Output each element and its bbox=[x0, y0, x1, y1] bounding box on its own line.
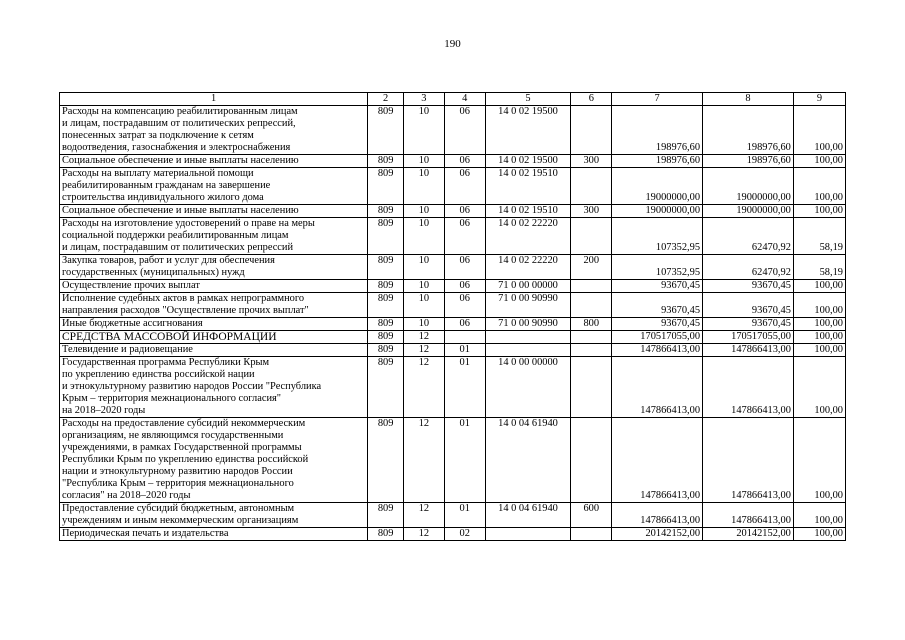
row-value-cell: 107352,95 bbox=[612, 218, 703, 255]
row-value-cell bbox=[444, 331, 485, 344]
row-name-cell: Государственная программа Республики Крым по укреплению единства российской нации и этнокультурному развитию народов России "Республика Крым – территория межнационального согласия" на 2018–2020 годы bbox=[60, 357, 368, 418]
row-value-cell: 100,00 bbox=[793, 528, 845, 541]
budget-table bbox=[59, 92, 846, 541]
row-value-cell: 809 bbox=[368, 293, 404, 318]
row-value-cell: 19000000,00 bbox=[612, 168, 703, 205]
col-header: 6 bbox=[571, 93, 612, 106]
row-value-cell: 600 bbox=[571, 503, 612, 528]
row-value-cell bbox=[571, 331, 612, 344]
row-value-cell: 147866413,00 bbox=[612, 344, 703, 357]
row-name-cell: Расходы на предоставление субсидий некоммерческим организациям, не являющимся государственными учреждениями, в рамках Государственной программы Республики Крым по укреплению единства российской нации и этнокультурному развитию народов России "Республика Крым – территория межнационального согласия" на 2018–2020 годы bbox=[60, 418, 368, 503]
table-row bbox=[60, 503, 846, 528]
row-value-cell: 809 bbox=[368, 503, 404, 528]
row-name-cell: Предоставление субсидий бюджетным, автономным учреждениям и иным некоммерческим организациям bbox=[60, 503, 368, 528]
col-header: 1 bbox=[60, 93, 368, 106]
row-value-cell: 12 bbox=[403, 344, 444, 357]
row-value-cell: 809 bbox=[368, 418, 404, 503]
row-value-cell bbox=[571, 528, 612, 541]
row-name-cell: Осуществление прочих выплат bbox=[60, 280, 368, 293]
table-row bbox=[60, 255, 846, 280]
row-value-cell: 809 bbox=[368, 344, 404, 357]
row-value-cell bbox=[571, 418, 612, 503]
row-value-cell: 809 bbox=[368, 106, 404, 155]
row-value-cell: 100,00 bbox=[793, 106, 845, 155]
row-value-cell: 809 bbox=[368, 205, 404, 218]
table-row bbox=[60, 318, 846, 331]
row-value-cell: 147866413,00 bbox=[703, 418, 794, 503]
header-row bbox=[60, 93, 846, 106]
row-name-cell: Социальное обеспечение и иные выплаты населению bbox=[60, 155, 368, 168]
row-value-cell: 19000000,00 bbox=[612, 205, 703, 218]
row-value-cell: 06 bbox=[444, 293, 485, 318]
col-header: 5 bbox=[485, 93, 571, 106]
row-value-cell: 100,00 bbox=[793, 503, 845, 528]
page-number: 190 bbox=[444, 38, 461, 50]
row-value-cell: 147866413,00 bbox=[703, 503, 794, 528]
row-value-cell: 100,00 bbox=[793, 155, 845, 168]
row-name-cell: Телевидение и радиовещание bbox=[60, 344, 368, 357]
row-value-cell: 10 bbox=[403, 168, 444, 205]
row-value-cell: 14 0 02 22220 bbox=[485, 218, 571, 255]
row-value-cell: 10 bbox=[403, 318, 444, 331]
table-row bbox=[60, 528, 846, 541]
row-value-cell: 01 bbox=[444, 418, 485, 503]
row-value-cell: 20142152,00 bbox=[612, 528, 703, 541]
table-row bbox=[60, 168, 846, 205]
row-value-cell: 19000000,00 bbox=[703, 168, 794, 205]
row-value-cell: 170517055,00 bbox=[612, 331, 703, 344]
table-row bbox=[60, 418, 846, 503]
row-value-cell bbox=[485, 528, 571, 541]
row-value-cell: 809 bbox=[368, 318, 404, 331]
row-value-cell: 01 bbox=[444, 357, 485, 418]
row-value-cell: 71 0 00 90990 bbox=[485, 293, 571, 318]
row-value-cell bbox=[571, 168, 612, 205]
row-name-cell: Расходы на выплату материальной помощи реабилитированным гражданам на завершение строительства индивидуального жилого дома bbox=[60, 168, 368, 205]
row-value-cell: 14 0 02 19510 bbox=[485, 205, 571, 218]
row-value-cell: 100,00 bbox=[793, 357, 845, 418]
table-row bbox=[60, 357, 846, 418]
table-row bbox=[60, 280, 846, 293]
row-value-cell: 02 bbox=[444, 528, 485, 541]
row-value-cell: 100,00 bbox=[793, 280, 845, 293]
table-row bbox=[60, 106, 846, 155]
row-value-cell: 93670,45 bbox=[703, 318, 794, 331]
row-value-cell: 198976,60 bbox=[612, 155, 703, 168]
row-value-cell: 809 bbox=[368, 255, 404, 280]
row-value-cell: 800 bbox=[571, 318, 612, 331]
row-value-cell: 10 bbox=[403, 155, 444, 168]
row-value-cell: 10 bbox=[403, 280, 444, 293]
row-value-cell: 100,00 bbox=[793, 418, 845, 503]
row-value-cell bbox=[571, 357, 612, 418]
row-value-cell bbox=[571, 106, 612, 155]
row-value-cell: 170517055,00 bbox=[703, 331, 794, 344]
row-value-cell: 93670,45 bbox=[612, 280, 703, 293]
row-value-cell: 147866413,00 bbox=[612, 418, 703, 503]
row-value-cell: 93670,45 bbox=[703, 280, 794, 293]
row-value-cell: 100,00 bbox=[793, 168, 845, 205]
row-value-cell bbox=[571, 280, 612, 293]
row-value-cell: 06 bbox=[444, 168, 485, 205]
row-value-cell: 12 bbox=[403, 331, 444, 344]
row-value-cell: 100,00 bbox=[793, 205, 845, 218]
row-value-cell: 71 0 00 90990 bbox=[485, 318, 571, 331]
row-name-cell: Расходы на изготовление удостоверений о праве на меры социальной поддержки реабилитированным лицам и лицам, пострадавшим от политических репрессий bbox=[60, 218, 368, 255]
row-value-cell: 147866413,00 bbox=[612, 503, 703, 528]
row-value-cell: 06 bbox=[444, 318, 485, 331]
row-value-cell: 14 0 02 22220 bbox=[485, 255, 571, 280]
row-value-cell: 198976,60 bbox=[703, 106, 794, 155]
row-value-cell bbox=[571, 344, 612, 357]
col-header: 4 bbox=[444, 93, 485, 106]
row-value-cell: 10 bbox=[403, 255, 444, 280]
row-value-cell: 12 bbox=[403, 418, 444, 503]
row-value-cell: 147866413,00 bbox=[703, 357, 794, 418]
row-value-cell: 01 bbox=[444, 344, 485, 357]
row-value-cell: 06 bbox=[444, 280, 485, 293]
table-row bbox=[60, 293, 846, 318]
row-value-cell: 10 bbox=[403, 205, 444, 218]
row-value-cell: 809 bbox=[368, 155, 404, 168]
row-name-cell: Периодическая печать и издательства bbox=[60, 528, 368, 541]
row-value-cell: 809 bbox=[368, 331, 404, 344]
row-value-cell: 20142152,00 bbox=[703, 528, 794, 541]
row-value-cell: 809 bbox=[368, 357, 404, 418]
row-value-cell: 12 bbox=[403, 503, 444, 528]
row-value-cell: 300 bbox=[571, 155, 612, 168]
row-value-cell: 100,00 bbox=[793, 344, 845, 357]
row-value-cell: 06 bbox=[444, 106, 485, 155]
row-value-cell: 06 bbox=[444, 155, 485, 168]
row-name-cell: Иные бюджетные ассигнования bbox=[60, 318, 368, 331]
row-value-cell: 93670,45 bbox=[612, 293, 703, 318]
row-value-cell: 58,19 bbox=[793, 255, 845, 280]
row-value-cell: 06 bbox=[444, 218, 485, 255]
row-value-cell: 14 0 02 19510 bbox=[485, 168, 571, 205]
row-value-cell: 200 bbox=[571, 255, 612, 280]
row-name-cell: Исполнение судебных актов в рамках непрограммного направления расходов "Осуществление прочих выплат" bbox=[60, 293, 368, 318]
row-value-cell: 10 bbox=[403, 218, 444, 255]
row-value-cell: 14 0 02 19500 bbox=[485, 106, 571, 155]
row-value-cell: 93670,45 bbox=[612, 318, 703, 331]
row-value-cell: 14 0 02 19500 bbox=[485, 155, 571, 168]
table-row bbox=[60, 331, 846, 344]
row-name-cell: Социальное обеспечение и иные выплаты населению bbox=[60, 205, 368, 218]
row-value-cell: 198976,60 bbox=[612, 106, 703, 155]
row-value-cell: 198976,60 bbox=[703, 155, 794, 168]
row-value-cell: 100,00 bbox=[793, 318, 845, 331]
col-header: 3 bbox=[403, 93, 444, 106]
row-value-cell bbox=[571, 218, 612, 255]
table-row bbox=[60, 155, 846, 168]
row-value-cell: 300 bbox=[571, 205, 612, 218]
row-value-cell: 107352,95 bbox=[612, 255, 703, 280]
row-value-cell bbox=[485, 331, 571, 344]
row-value-cell: 71 0 00 00000 bbox=[485, 280, 571, 293]
row-value-cell: 147866413,00 bbox=[612, 357, 703, 418]
row-name-cell: Закупка товаров, работ и услуг для обеспечения государственных (муниципальных) нужд bbox=[60, 255, 368, 280]
row-value-cell: 809 bbox=[368, 528, 404, 541]
row-value-cell: 10 bbox=[403, 106, 444, 155]
row-value-cell: 10 bbox=[403, 293, 444, 318]
row-value-cell: 14 0 04 61940 bbox=[485, 418, 571, 503]
row-value-cell: 14 0 00 00000 bbox=[485, 357, 571, 418]
row-value-cell: 06 bbox=[444, 255, 485, 280]
row-value-cell bbox=[571, 293, 612, 318]
row-value-cell: 12 bbox=[403, 357, 444, 418]
row-value-cell: 62470,92 bbox=[703, 218, 794, 255]
table-row bbox=[60, 205, 846, 218]
row-value-cell: 19000000,00 bbox=[703, 205, 794, 218]
col-header: 9 bbox=[793, 93, 845, 106]
row-value-cell bbox=[485, 344, 571, 357]
row-value-cell: 06 bbox=[444, 205, 485, 218]
table-row bbox=[60, 344, 846, 357]
row-value-cell: 01 bbox=[444, 503, 485, 528]
row-value-cell: 14 0 04 61940 bbox=[485, 503, 571, 528]
col-header: 8 bbox=[703, 93, 794, 106]
row-value-cell: 62470,92 bbox=[703, 255, 794, 280]
row-value-cell: 809 bbox=[368, 218, 404, 255]
col-header: 2 bbox=[368, 93, 404, 106]
row-value-cell: 147866413,00 bbox=[703, 344, 794, 357]
row-value-cell: 100,00 bbox=[793, 293, 845, 318]
row-value-cell: 12 bbox=[403, 528, 444, 541]
row-value-cell: 93670,45 bbox=[703, 293, 794, 318]
row-value-cell: 809 bbox=[368, 168, 404, 205]
row-name-cell: Расходы на компенсацию реабилитированным лицам и лицам, пострадавшим от политических репрессий, понесенных затрат за подключение к сетям водоотведения, газоснабжения и электроснабжения bbox=[60, 106, 368, 155]
row-value-cell: 809 bbox=[368, 280, 404, 293]
row-value-cell: 58,19 bbox=[793, 218, 845, 255]
row-name-cell: СРЕДСТВА МАССОВОЙ ИНФОРМАЦИИ bbox=[60, 331, 368, 344]
row-value-cell: 100,00 bbox=[793, 331, 845, 344]
table-row bbox=[60, 218, 846, 255]
col-header: 7 bbox=[612, 93, 703, 106]
